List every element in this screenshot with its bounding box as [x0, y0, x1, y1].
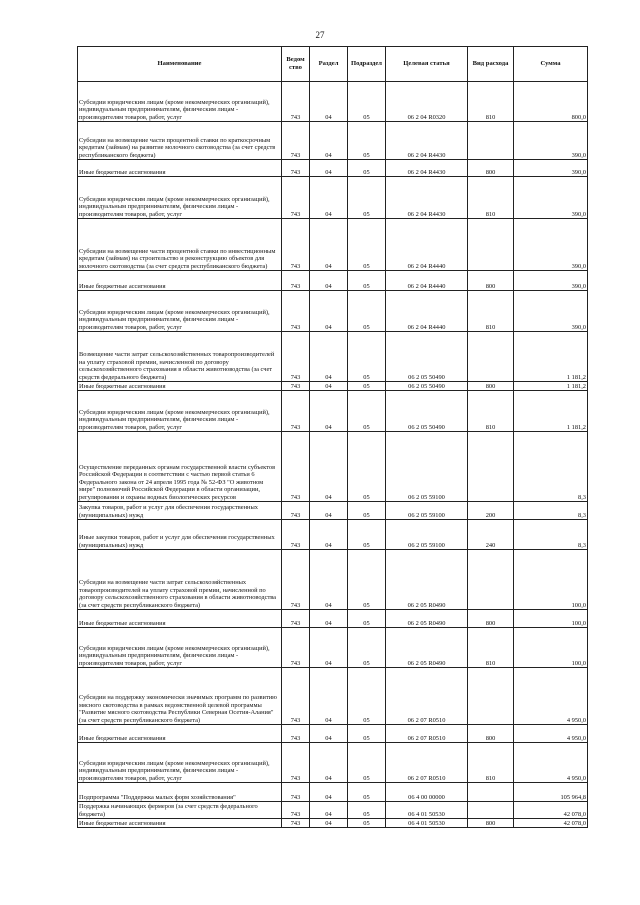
row-section: 04 — [310, 725, 348, 743]
row-target-article: 06 2 05 50490 — [386, 382, 468, 391]
row-section: 04 — [310, 520, 348, 550]
table-row — [78, 502, 588, 520]
row-sum: 390,0 — [514, 271, 588, 291]
header-sum: Сумма — [514, 47, 588, 82]
row-name: Субсидии юридическим лицам (кроме некоммерческих организаций), индивидуальным предпринимателям, физическим лицам - производителям товаров, работ, услуг — [78, 291, 282, 332]
row-target-article: 06 2 04 R4440 — [386, 291, 468, 332]
row-target-article: 06 2 05 50490 — [386, 332, 468, 382]
row-expense-type: 200 — [468, 502, 514, 520]
row-target-article: 06 2 04 R4440 — [386, 271, 468, 291]
table-row — [78, 382, 588, 391]
row-subsection: 05 — [348, 819, 386, 828]
row-target-article: 06 2 05 50490 — [386, 391, 468, 432]
row-target-article: 06 2 05 R0490 — [386, 610, 468, 628]
row-section: 04 — [310, 291, 348, 332]
row-section: 04 — [310, 550, 348, 610]
table-row — [78, 271, 588, 291]
row-section: 04 — [310, 122, 348, 160]
row-department: 743 — [282, 382, 310, 391]
row-sum: 8,3 — [514, 432, 588, 502]
row-department: 743 — [282, 432, 310, 502]
table-row — [78, 82, 588, 122]
table-header-row — [78, 47, 588, 82]
row-expense-type: 800 — [468, 271, 514, 291]
row-expense-type: 810 — [468, 628, 514, 668]
row-name: Поддержка начинающих фермеров (за счет средств федерального бюджета) — [78, 802, 282, 819]
row-expense-type — [468, 668, 514, 725]
row-department: 743 — [282, 628, 310, 668]
row-name: Иные бюджетные ассигнования — [78, 382, 282, 391]
row-sum: 8,3 — [514, 502, 588, 520]
table-row — [78, 520, 588, 550]
table-row — [78, 391, 588, 432]
row-section: 04 — [310, 271, 348, 291]
table-row — [78, 219, 588, 271]
row-name: Подпрограмма "Поддержка малых форм хозяйствования" — [78, 783, 282, 802]
row-department: 743 — [282, 291, 310, 332]
row-expense-type: 240 — [468, 520, 514, 550]
row-section: 04 — [310, 502, 348, 520]
header-department: Ведом ство — [282, 47, 310, 82]
table-row — [78, 783, 588, 802]
row-subsection: 05 — [348, 332, 386, 382]
row-name: Субсидии на возмещение части процентной ставки по инвестиционным кредитам (займам) на строительство и реконструкцию объектов для молочного скотоводства (за счет средств республиканского бюджета) — [78, 219, 282, 271]
row-department: 743 — [282, 391, 310, 432]
row-sum: 390,0 — [514, 122, 588, 160]
row-section: 04 — [310, 332, 348, 382]
row-expense-type: 800 — [468, 160, 514, 177]
table-row — [78, 177, 588, 219]
row-subsection: 05 — [348, 550, 386, 610]
row-subsection: 05 — [348, 122, 386, 160]
row-target-article: 06 2 07 R0510 — [386, 743, 468, 783]
row-department: 743 — [282, 610, 310, 628]
row-sum: 42 078,0 — [514, 819, 588, 828]
row-expense-type: 800 — [468, 610, 514, 628]
row-name: Иные бюджетные ассигнования — [78, 271, 282, 291]
row-subsection: 05 — [348, 177, 386, 219]
header-name: Наименование — [78, 47, 282, 82]
row-expense-type: 810 — [468, 743, 514, 783]
row-subsection: 05 — [348, 432, 386, 502]
table-row — [78, 332, 588, 382]
row-section: 04 — [310, 219, 348, 271]
row-sum: 42 078,0 — [514, 802, 588, 819]
row-department: 743 — [282, 668, 310, 725]
table-row — [78, 291, 588, 332]
row-subsection: 05 — [348, 391, 386, 432]
row-section: 04 — [310, 432, 348, 502]
row-expense-type: 800 — [468, 725, 514, 743]
row-department: 743 — [282, 219, 310, 271]
row-department: 743 — [282, 520, 310, 550]
row-expense-type: 800 — [468, 819, 514, 828]
row-section: 04 — [310, 783, 348, 802]
table-row — [78, 743, 588, 783]
row-subsection: 05 — [348, 610, 386, 628]
row-name: Субсидии юридическим лицам (кроме некоммерческих организаций), индивидуальным предпринимателям, физическим лицам - производителям товаров, работ, услуг — [78, 391, 282, 432]
row-department: 743 — [282, 177, 310, 219]
row-target-article: 06 2 04 R4430 — [386, 177, 468, 219]
header-target-article: Целевая статья — [386, 47, 468, 82]
row-target-article: 06 2 04 R4430 — [386, 160, 468, 177]
row-expense-type — [468, 783, 514, 802]
row-department: 743 — [282, 122, 310, 160]
row-expense-type — [468, 550, 514, 610]
table-row — [78, 122, 588, 160]
table-row — [78, 628, 588, 668]
row-department: 743 — [282, 802, 310, 819]
row-target-article: 06 2 05 R0490 — [386, 550, 468, 610]
row-expense-type: 810 — [468, 177, 514, 219]
row-expense-type — [468, 219, 514, 271]
row-department: 743 — [282, 502, 310, 520]
row-sum: 390,0 — [514, 177, 588, 219]
row-section: 04 — [310, 82, 348, 122]
row-subsection: 05 — [348, 743, 386, 783]
table-row — [78, 819, 588, 828]
row-section: 04 — [310, 628, 348, 668]
row-section: 04 — [310, 160, 348, 177]
table-row — [78, 668, 588, 725]
row-department: 743 — [282, 725, 310, 743]
row-subsection: 05 — [348, 82, 386, 122]
row-section: 04 — [310, 668, 348, 725]
table-row — [78, 432, 588, 502]
row-target-article: 06 2 05 59100 — [386, 502, 468, 520]
row-name: Субсидии на возмещение части процентной ставки по краткосрочным кредитам (займам) на развитие молочного скотоводства (за счет средств республиканского бюджета) — [78, 122, 282, 160]
row-subsection: 05 — [348, 802, 386, 819]
row-sum: 390,0 — [514, 219, 588, 271]
row-subsection: 05 — [348, 219, 386, 271]
row-section: 04 — [310, 610, 348, 628]
row-subsection: 05 — [348, 725, 386, 743]
row-department: 743 — [282, 271, 310, 291]
row-name: Закупка товаров, работ и услуг для обеспечения государственных (муниципальных) нужд — [78, 502, 282, 520]
row-department: 743 — [282, 550, 310, 610]
row-sum: 390,0 — [514, 160, 588, 177]
row-sum: 800,0 — [514, 82, 588, 122]
row-name: Возмещение части затрат сельскохозяйственных товаропроизводителей на уплату страховой премии, начисленной по договору сельскохозяйственного страхования в области животноводства (за счет средств федерального бюджета) — [78, 332, 282, 382]
row-subsection: 05 — [348, 160, 386, 177]
row-department: 743 — [282, 819, 310, 828]
row-target-article: 06 2 07 R0510 — [386, 725, 468, 743]
row-target-article: 06 2 05 R0490 — [386, 628, 468, 668]
row-subsection: 05 — [348, 520, 386, 550]
row-sum: 100,0 — [514, 628, 588, 668]
row-sum: 1 181,2 — [514, 382, 588, 391]
row-sum: 4 950,0 — [514, 743, 588, 783]
header-subsection: Подраздел — [348, 47, 386, 82]
row-sum: 105 964,8 — [514, 783, 588, 802]
row-name: Субсидии юридическим лицам (кроме некоммерческих организаций), индивидуальным предпринимателям, физическим лицам - производителям товаров, работ, услуг — [78, 743, 282, 783]
row-target-article: 06 2 05 59100 — [386, 520, 468, 550]
table-row — [78, 725, 588, 743]
row-target-article: 06 2 04 R0320 — [386, 82, 468, 122]
table-row — [78, 802, 588, 819]
row-name: Субсидии на поддержку экономически значимых программ по развитию мясного скотоводства в рамках ведомственной целевой программы "Развитие мясного скотоводства Республики Северная Осетия-Алания" (за счет средств республиканского бюджета) — [78, 668, 282, 725]
row-expense-type — [468, 122, 514, 160]
row-department: 743 — [282, 783, 310, 802]
row-subsection: 05 — [348, 628, 386, 668]
row-subsection: 05 — [348, 668, 386, 725]
row-section: 04 — [310, 743, 348, 783]
row-department: 743 — [282, 332, 310, 382]
row-name: Иные бюджетные ассигнования — [78, 819, 282, 828]
row-subsection: 05 — [348, 271, 386, 291]
row-name: Иные закупки товаров, работ и услуг для обеспечения государственных (муниципальных) нужд — [78, 520, 282, 550]
row-department: 743 — [282, 743, 310, 783]
row-expense-type: 810 — [468, 291, 514, 332]
row-subsection: 05 — [348, 502, 386, 520]
row-subsection: 05 — [348, 291, 386, 332]
row-department: 743 — [282, 82, 310, 122]
row-sum: 390,0 — [514, 291, 588, 332]
row-expense-type — [468, 802, 514, 819]
row-expense-type: 810 — [468, 82, 514, 122]
row-target-article: 06 4 00 00000 — [386, 783, 468, 802]
row-expense-type: 800 — [468, 382, 514, 391]
row-name: Иные бюджетные ассигнования — [78, 160, 282, 177]
row-name: Субсидии юридическим лицам (кроме некоммерческих организаций), индивидуальным предпринимателям, физическим лицам - производителям товаров, работ, услуг — [78, 628, 282, 668]
row-sum: 1 181,2 — [514, 391, 588, 432]
row-subsection: 05 — [348, 783, 386, 802]
row-name: Иные бюджетные ассигнования — [78, 725, 282, 743]
row-sum: 4 950,0 — [514, 668, 588, 725]
row-section: 04 — [310, 802, 348, 819]
row-name: Субсидии юридическим лицам (кроме некоммерческих организаций), индивидуальным предпринимателям, физическим лицам - производителям товаров, работ, услуг — [78, 82, 282, 122]
row-target-article: 06 4 01 50530 — [386, 802, 468, 819]
row-section: 04 — [310, 382, 348, 391]
row-section: 04 — [310, 391, 348, 432]
page-number: 27 — [315, 30, 325, 40]
row-target-article: 06 2 07 R0510 — [386, 668, 468, 725]
row-sum: 1 181,2 — [514, 332, 588, 382]
header-section: Раздел — [310, 47, 348, 82]
row-department: 743 — [282, 160, 310, 177]
row-target-article: 06 4 01 50530 — [386, 819, 468, 828]
row-target-article: 06 2 05 59100 — [386, 432, 468, 502]
row-sum: 8,3 — [514, 520, 588, 550]
row-expense-type — [468, 432, 514, 502]
row-target-article: 06 2 04 R4430 — [386, 122, 468, 160]
row-name: Осуществление переданных органам государственной власти субъектов Российской Федерации в соответствии с частью первой статьи 6 Федерального закона от 24 апреля 1995 года № 52-ФЗ "О животном мире" полномочий Российской Федерации в области организации, регулирования и охраны водных биологических ресурсов — [78, 432, 282, 502]
row-name: Субсидии юридическим лицам (кроме некоммерческих организаций), индивидуальным предпринимателям, физическим лицам - производителям товаров, работ, услуг — [78, 177, 282, 219]
row-section: 04 — [310, 177, 348, 219]
row-name: Субсидии на возмещение части затрат сельскохозяйственных товаропроизводителей на уплату страховой премии, начисленной по договору сельскохозяйственного страхования в области животноводства (за счет средств республиканского бюджета) — [78, 550, 282, 610]
budget-table — [77, 46, 588, 828]
row-target-article: 06 2 04 R4440 — [386, 219, 468, 271]
table-row — [78, 160, 588, 177]
table-row — [78, 550, 588, 610]
row-section: 04 — [310, 819, 348, 828]
row-expense-type: 810 — [468, 391, 514, 432]
table-row — [78, 610, 588, 628]
header-expense-type: Вид расхода — [468, 47, 514, 82]
row-sum: 100,0 — [514, 610, 588, 628]
row-sum: 100,0 — [514, 550, 588, 610]
row-expense-type — [468, 332, 514, 382]
row-sum: 4 950,0 — [514, 725, 588, 743]
row-name: Иные бюджетные ассигнования — [78, 610, 282, 628]
row-subsection: 05 — [348, 382, 386, 391]
